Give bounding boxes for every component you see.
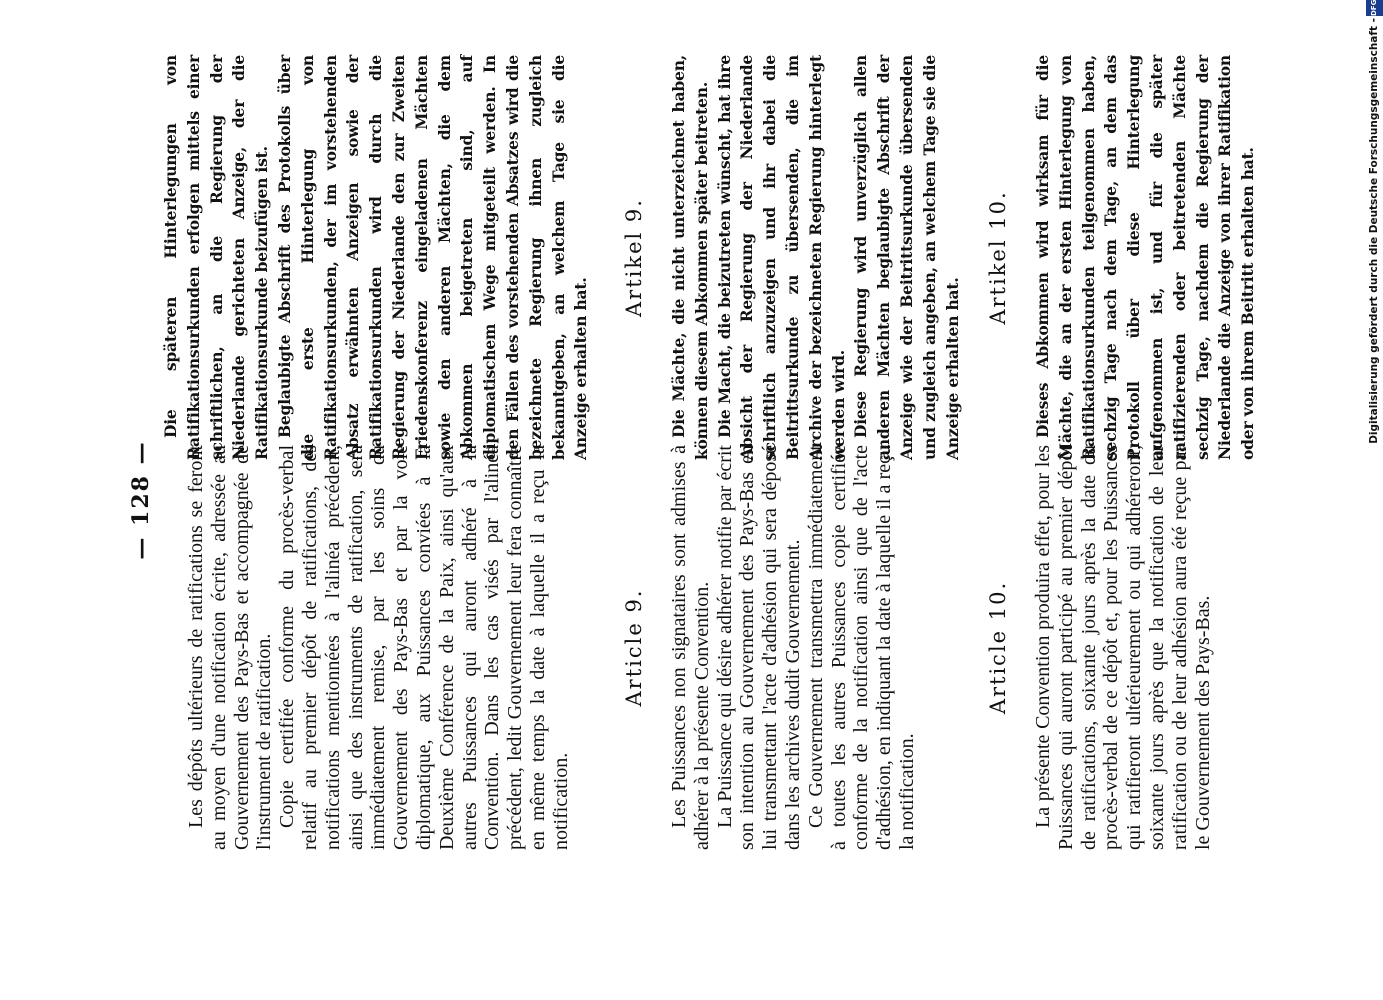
article-heading: Article 10. [986,580,1010,715]
german-paragraph: Dieses Abkommen wird wirksam für die Mächte, die an der ersten Hinterlegung von Ratifikationsurkunden teilgenommen haben, sechzig Tage nach dem Tage, an dem das Protokoll über diese Hinterlegung aufgenommen ist, und für die später ratifizierenden oder beitretenden Mächte sechzig Tage, nachdem die Regierung der Niederlande die Anzeige von ihrer Ratifikation oder von ihrem Beitritt erhalten hat. [1033,55,1258,460]
article-heading: Artikel 10. [986,190,1010,325]
dfg-logo-icon: DFG [1366,0,1383,16]
french-intro [185,445,573,850]
french-paragraph: La Puissance qui désire adhérer notifie par écrit son intention au Gouvernement des Pays-Bas en lui transmettant l'acte d'adhésion qui sera déposé dans les archives dudit Gouvernement. [713,445,804,850]
german-paragraph: Diese Regierung wird unverzüglich allen anderen Mächten beglaubigte Abschrift der Anzeige wie der Beitrittsurkunde übersenden und zugleich angeben, an welchem Tage sie die Anzeige erhalten hat. [851,55,962,460]
french-article-10 [986,445,1214,850]
german-article-10 [986,55,1260,460]
german-article-9 [622,55,964,460]
french-paragraph: Les Puissances non signataires sont admises à adhérer à la présente Convention. [668,445,713,850]
german-paragraph: Die späteren Hinterlegungen von Ratifikationsurkunden erfolgen mittels einer schriftlichen, an die Regierung der Niederlande gerichteten Anzeige, der die Ratifikationsurkunde beizufügen ist. [161,55,272,460]
german-paragraph: Die Mächte, die nicht unterzeichnet haben, können diesem Abkommen später beitreten. [669,55,711,460]
french-paragraph: Copie certifiée conforme du procès-verbal relatif au premier dépôt de ratifications, des notifications mentionnées à l'alinéa précédent, ainsi que des instruments de ratification, sera immédiatement remise, par les soins du Gouvernement des Pays-Bas et par la voie diplomatique, aux Puissances conviées à la Deuxième Conférence de la Paix, ainsi qu'aux autres Puissances qui auront adhéré à la Convention. Dans les cas visés par l'alinéa précédent, ledit Gouvernement leur fera connaître en même temps la date à laquelle il a reçu la notification. [276,445,572,850]
german-intro [160,55,593,460]
french-paragraph: La présente Convention produira effet, pour les Puissances qui auront participé au premier dépôt de ratifications, soixante jours après la date du procès-verbal de ce dépôt et, pour les Puissances qui ratifieront ultérieurement ou qui adhéreront, soixante jours après que la notification de leur ratification ou de leur adhésion aura été reçue par le Gouvernement des Pays-Bas. [1032,445,1214,850]
digitization-credit [1366,0,1383,1000]
french-paragraph: Les dépôts ultérieurs de ratifications se feront au moyen d'une notification écrite, adressée au Gouvernement des Pays-Bas et accompagnée de l'instrument de ratification. [185,445,276,850]
french-article-9 [622,445,919,850]
credit-text: Digitalisierung gefördert durch die Deutsche Forschungsgemeinschaft - [1368,18,1380,444]
article-heading: Article 9. [622,588,646,707]
credit-rotated [1366,0,1383,1000]
page-number: — 128 — [128,440,154,560]
article-heading: Artikel 9. [622,198,646,317]
french-paragraph: Ce Gouvernement transmettra immédiatement à toutes les autres Puissances copie certifiée conforme de la notification ainsi que de l'acte d'adhésion, en indiquant la date à laquelle il a reçu la notification. [804,445,918,850]
german-paragraph: Die Macht, die beizutreten wünscht, hat ihre Absicht der Regierung der Niederlande schriftlich anzuzeigen und ihr dabei die Beitrittsurkunde zu übersenden, die im Archive der bezeichneten Regierung hinterlegt werden wird. [714,55,848,460]
german-paragraph: Beglaubigte Abschrift des Protokolls über die erste Hinterlegung von Ratifikationsurkunden, der im vorstehenden Absatz erwähnten Anzeigen sowie der Ratifikationsurkunden wird durch die Regierung der Niederlande den zur Zweiten Friedenskonferenz eingeladenen Mächten sowie den anderen Mächten, die dem Abkommen beigetreten sind, auf diplomatischem Wege mitgeteilt werden. In den Fällen des vorstehenden Absatzes wird die bezeichnete Regierung ihnen zugleich bekanntgeben, an welchem Tage sie die Anzeige erhalten hat. [274,55,591,460]
